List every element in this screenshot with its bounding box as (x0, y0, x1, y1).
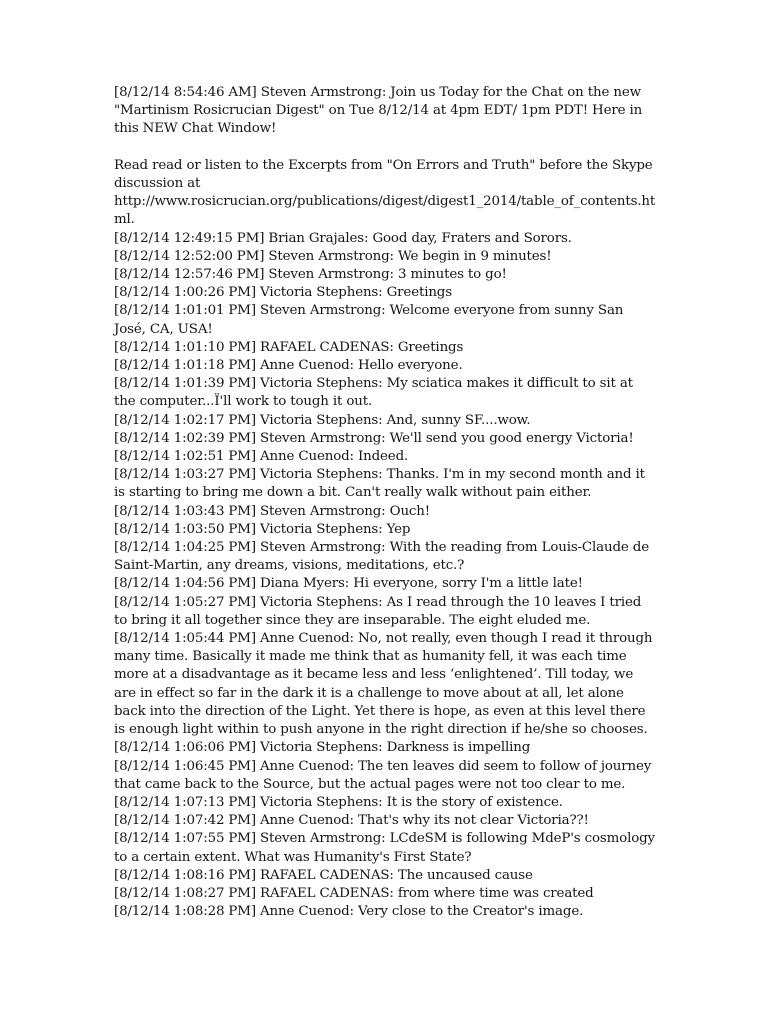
chat-message: [8/12/14 1:07:13 PM] Victoria Stephens: It is the story of existence. (114, 794, 563, 810)
reading-note: Read read or listen to the Excerpts from "On Errors and Truth" before the Skype discussion at (114, 157, 653, 191)
message-list (114, 230, 658, 922)
chat-message: [8/12/14 1:03:43 PM] Steven Armstrong: Ouch! (114, 503, 430, 519)
chat-message: [8/12/14 1:07:42 PM] Anne Cuenod: That's why its not clear Victoria??! (114, 813, 589, 829)
chat-message: [8/12/14 1:03:27 PM] Victoria Stephens: Thanks. I'm in my second month and it is starting to bring me down a bit. Can't really walk without pain either. (114, 467, 645, 501)
chat-message: [8/12/14 1:04:56 PM] Diana Myers: Hi everyone, sorry I'm a little late! (114, 576, 583, 592)
intro-message: [8/12/14 8:54:46 AM] Steven Armstrong: Join us Today for the Chat on the new "Martinism Rosicrucian Digest" on Tue 8/12/14 at 4pm EDT/ 1pm PDT! Here in this NEW Chat Window! (114, 85, 643, 137)
chat-message: [8/12/14 1:07:55 PM] Steven Armstrong: LCdeSM is following MdeP's cosmology to a certain extent. What was Humanity's First State? (114, 831, 655, 865)
chat-message: [8/12/14 12:52:00 PM] Steven Armstrong: We begin in 9 minutes! (114, 248, 552, 264)
chat-message: [8/12/14 12:57:46 PM] Steven Armstrong: 3 minutes to go! (114, 267, 507, 283)
chat-message: [8/12/14 1:03:50 PM] Victoria Stephens: Yep (114, 521, 411, 537)
chat-message: [8/12/14 1:04:25 PM] Steven Armstrong: With the reading from Louis-Claude de Saint-Martin, any dreams, visions, meditations, etc.? (114, 540, 649, 574)
chat-message: [8/12/14 1:01:18 PM] Anne Cuenod: Hello everyone. (114, 358, 463, 374)
chat-message: [8/12/14 1:02:51 PM] Anne Cuenod: Indeed. (114, 449, 409, 465)
chat-message: [8/12/14 1:01:10 PM] RAFAEL CADENAS: Greetings (114, 339, 464, 355)
blank-line (114, 139, 658, 157)
chat-message: [8/12/14 1:05:44 PM] Anne Cuenod: No, not really, even though I read it through many time. Basically it made me think that as humanity fell, it was each time more at a disadvantage as it became less and less ‘enlightened’. Till today, we are in effect so far in the dark it is a challenge to move about at all, let alone back into the direction of the Light. Yet there is hope, as even at this level there is enough light within to push anyone in the right direction if he/she so chooses. (114, 631, 653, 738)
chat-message: [8/12/14 12:49:15 PM] Brian Grajales: Good day, Fraters and Sorors. (114, 230, 572, 246)
chat-message: [8/12/14 1:08:16 PM] RAFAEL CADENAS: The uncaused cause (114, 867, 533, 883)
chat-message: [8/12/14 1:02:17 PM] Victoria Stephens: And, sunny SF....wow. (114, 412, 531, 428)
digest-url: http://www.rosicrucian.org/publications/digest/digest1_2014/table_of_contents.html. (114, 194, 656, 228)
chat-message: [8/12/14 1:00:26 PM] Victoria Stephens: Greetings (114, 285, 452, 301)
chat-message: [8/12/14 1:01:01 PM] Steven Armstrong: Welcome everyone from sunny San José, CA, USA! (114, 303, 624, 337)
chat-message: [8/12/14 1:06:45 PM] Anne Cuenod: The ten leaves did seem to follow of journey that came back to the Source, but the actual pages were not too clear to me. (114, 758, 652, 792)
chat-message: [8/12/14 1:08:27 PM] RAFAEL CADENAS: from where time was created (114, 885, 594, 901)
chat-message: [8/12/14 1:01:39 PM] Victoria Stephens: My sciatica makes it difficult to sit at the computer...Ï'll work to tough it out. (114, 376, 633, 410)
chat-message: [8/12/14 1:05:27 PM] Victoria Stephens: As I read through the 10 leaves I tried to bring it all together since they are inseparable. The eight eluded me. (114, 594, 642, 628)
chat-message: [8/12/14 1:06:06 PM] Victoria Stephens: Darkness is impelling (114, 740, 531, 756)
chat-message: [8/12/14 1:02:39 PM] Steven Armstrong: We'll send you good energy Victoria! (114, 430, 634, 446)
chat-message: [8/12/14 1:08:28 PM] Anne Cuenod: Very close to the Creator's image. (114, 904, 584, 920)
chat-transcript-page (114, 84, 658, 921)
